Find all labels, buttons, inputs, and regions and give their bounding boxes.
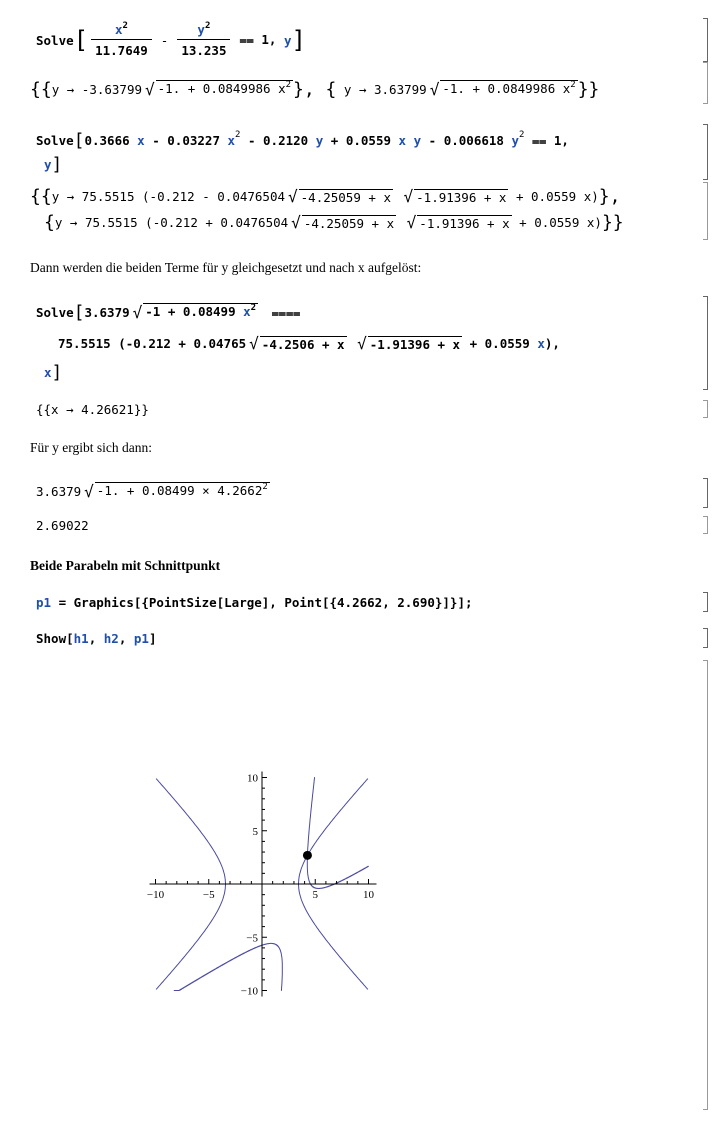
y-tick-label: −5 <box>246 932 258 945</box>
cell1-input[interactable] <box>36 22 306 58</box>
cell3-input-line3[interactable]: x] <box>44 362 63 383</box>
plot-graphics[interactable] <box>0 656 713 1126</box>
cell-bracket[interactable] <box>703 516 708 534</box>
y-tick-label: 10 <box>247 772 258 785</box>
x-tick-label: 10 <box>363 889 374 901</box>
section-heading: Beide Parabeln mit Schnittpunkt <box>30 558 221 573</box>
cell2-input[interactable]: Solve[0.3666 x - 0.03227 x2 - 0.2120 y + 0.0559 x y - 0.006618 y2 ⩵ 1, <box>36 129 569 151</box>
cell-bracket[interactable] <box>703 296 708 390</box>
plot-ticks <box>147 773 375 998</box>
x-tick-label: 5 <box>312 889 318 901</box>
cell4-output: 2.69022 <box>36 518 89 533</box>
cell6-input[interactable]: Show[h1, h2, p1] <box>36 631 157 646</box>
cell1-output: {{y → -3.63799 √ -1. + 0.0849986 $x^2$ }, { y → 3.63799 √ -1. + 0.0849986 $x^2$ }} <box>30 79 600 100</box>
cell2-output-line2: {y → 75.5515 (-0.212 + 0.0476504 √ -4.25059 + x √ -1.91396 + x + 0.0559 x)}} <box>44 212 624 233</box>
cell5-input[interactable]: p1 = Graphics[{PointSize[Large], Point[{4.2662, 2.690}]}]; <box>36 595 473 610</box>
y-tick-label: −10 <box>240 985 258 998</box>
fraction-y2: $\frac{y^2}{13.235}$ <box>177 22 230 58</box>
cell-bracket[interactable] <box>703 478 708 508</box>
fraction-x2: $\frac{x^2}{11.7649}$ <box>91 22 152 58</box>
cell-bracket[interactable] <box>703 660 708 1110</box>
plot-points <box>303 851 312 860</box>
cell3-input-line1[interactable]: Solve[3.6379 √ -1 + 0.08499 $x^2$ ⩵⩵ <box>36 302 301 323</box>
minus-sign: - <box>160 32 169 48</box>
cell-bracket[interactable] <box>703 400 708 418</box>
cell-bracket[interactable] <box>703 62 708 104</box>
cell-bracket[interactable] <box>703 124 708 180</box>
solve-keyword: Solve <box>36 305 74 320</box>
cell-bracket[interactable] <box>703 18 708 62</box>
solve-keyword: Solve <box>36 133 74 148</box>
x-tick-label: −5 <box>202 889 215 901</box>
y-tick-label: 5 <box>252 825 258 838</box>
cell3-output: {{x → 4.26621}} <box>36 402 149 417</box>
text-cell-gleichgesetzt: Dann werden die beiden Terme für y gleichgesetzt und nach x aufgelöst: <box>30 260 422 275</box>
intersection-point <box>303 851 312 860</box>
cell-bracket[interactable] <box>703 182 708 240</box>
bracket-open: [ <box>73 26 89 54</box>
solve-var: y <box>283 32 292 48</box>
cell2-output-line1: {{y → 75.5515 (-0.212 - 0.0476504 √ -4.25059 + x √ -1.91396 + x + 0.0559 x)}, <box>30 186 621 207</box>
cell2-input-line2[interactable]: y] <box>44 154 63 175</box>
cell3-input-line2[interactable]: 75.5515 (-0.212 + 0.04765 √ -4.2506 + x √ -1.91396 + x + 0.0559 x), <box>58 334 560 353</box>
cell-bracket[interactable] <box>703 592 708 612</box>
cell-bracket[interactable] <box>703 628 708 648</box>
solve-keyword: Solve <box>36 32 74 48</box>
equals-one: ⩵ 1, <box>239 32 277 47</box>
h2-upper-branch <box>307 778 368 889</box>
bracket-close: ] <box>291 26 306 54</box>
x-tick-label: −10 <box>146 889 165 901</box>
text-cell-ergibt: Für y ergibt sich dann: <box>30 440 152 455</box>
plot-axes <box>150 772 377 997</box>
cell4-input[interactable]: 3.6379 √ -1. + $0.08499 \times 4.2662^2$ <box>36 482 268 501</box>
